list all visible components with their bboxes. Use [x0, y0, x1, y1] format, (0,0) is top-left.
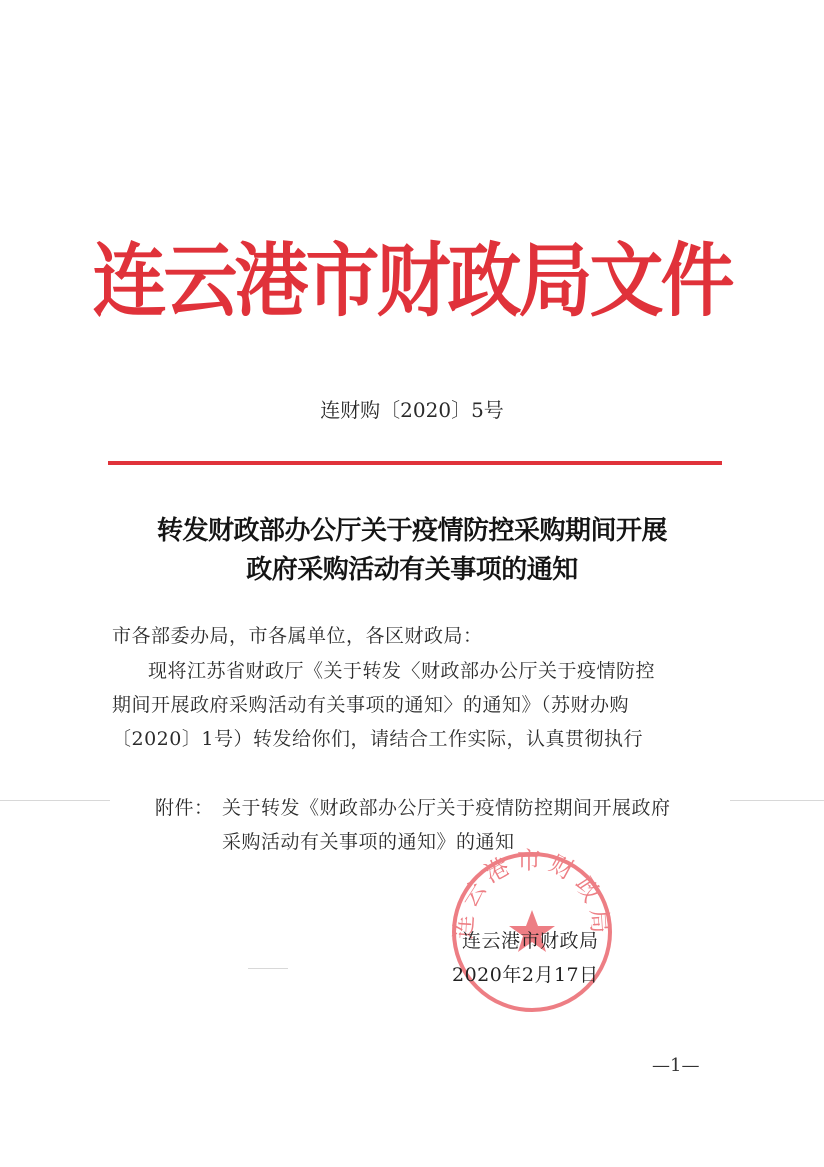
document-number: 连财购〔2020〕5号 — [320, 398, 504, 422]
red-divider-line — [108, 461, 722, 465]
attachment-line-2: 采购活动有关事项的通知》的通知 — [222, 831, 515, 853]
body-paragraph-line-1: 现将江苏省财政厅《关于转发〈财政部办公厅关于疫情防控 — [148, 660, 656, 682]
scan-artifact-line — [0, 800, 110, 801]
addressee: 市各部委办局，市各属单位，各区财政局： — [112, 625, 483, 647]
scan-artifact-line — [730, 800, 824, 801]
body-paragraph-line-3: 〔2020〕1号）转发给你们，请结合工作实际，认真贯彻执行 — [112, 728, 643, 750]
document-title-line-2: 政府采购活动有关事项的通知 — [246, 555, 578, 585]
scan-artifact-line — [248, 968, 288, 969]
signer-name: 连云港市财政局 — [462, 930, 599, 952]
body-paragraph-line-2: 期间开展政府采购活动有关事项的通知〉的通知》（苏财办购 — [112, 694, 630, 716]
attachment-label: 附件： — [155, 797, 214, 819]
attachment-line-1: 关于转发《财政部办公厅关于疫情防控期间开展政府 — [222, 797, 671, 819]
document-header-title: 连云港市财政局文件 — [92, 235, 732, 328]
document-title-line-1: 转发财政部办公厅关于疫情防控采购期间开展 — [156, 516, 667, 546]
signature-date: 2020年2月17日 — [452, 964, 599, 986]
page-number: —1— — [652, 1055, 700, 1076]
seal-text: 连云港市财政局 — [449, 848, 615, 941]
